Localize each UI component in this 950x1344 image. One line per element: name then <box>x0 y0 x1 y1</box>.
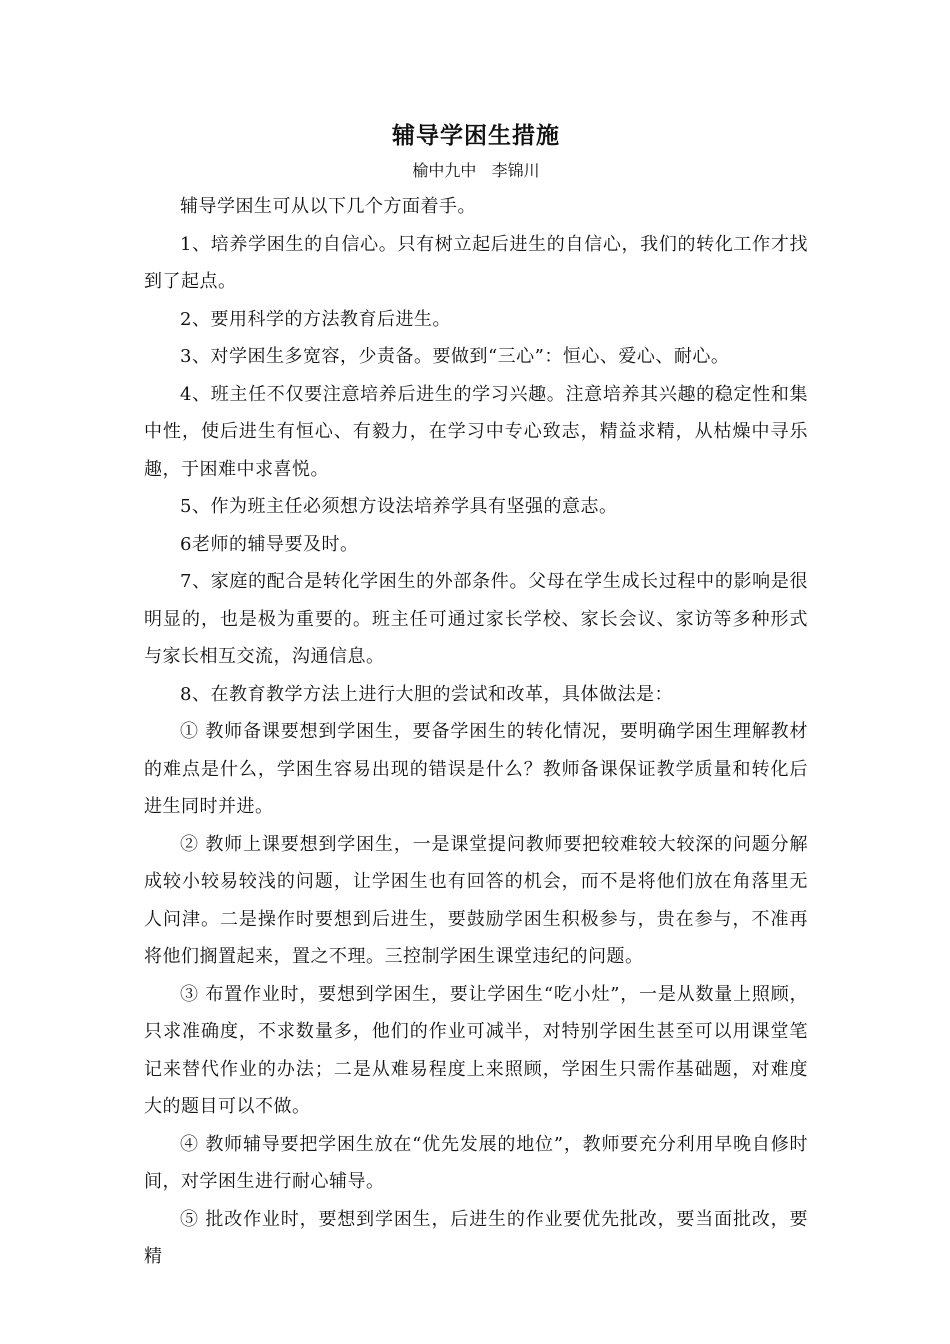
paragraph-item-2: 2、要用科学的方法教育后进生。 <box>180 308 451 330</box>
document-body <box>144 188 808 1276</box>
paragraph-item-7: 7、家庭的配合是转化学困生的外部条件。父母在学生成长过程中的影响是很明显的，也是极为重要的。班主任可通过家长学校、家长会议、家访等多种形式与家长相互交流，沟通信息。 <box>144 571 808 667</box>
paragraph-item-4: 4、班主任不仅要注意培养后进生的学习兴趣。注意培养其兴趣的稳定性和集中性，使后进生有恒心、有毅力，在学习中专心致志，精益求精，从枯燥中寻乐趣，于困难中求喜悦。 <box>144 383 808 480</box>
paragraph-intro: 辅导学困生可从以下几个方面着手。 <box>180 196 476 217</box>
paragraph-subitem-1: ① 教师备课要想到学困生，要备学困生的转化情况，要明确学困生理解教材的难点是什么，学困生容易出现的错误是什么？教师备课保证教学质量和转化后进生同时并进。 <box>144 721 808 817</box>
paragraph-item-8: 8、在教育教学方法上进行大胆的尝试和改革，具体做法是： <box>180 683 673 705</box>
author-line: 榆中九中 李锦川 <box>412 161 540 180</box>
paragraph-item-6: 6老师的辅导要及时。 <box>180 533 359 555</box>
paragraph-item-5: 5、作为班主任必须想方设法培养学具有坚强的意志。 <box>180 496 618 517</box>
document-title: 辅导学困生措施 <box>392 122 560 149</box>
paragraph-item-1: 1、培养学困生的自信心。只有树立起后进生的自信心，我们的转化工作才找到了起点。 <box>144 233 808 292</box>
paragraph-subitem-4: ④ 教师辅导要把学困生放在“优先发展的地位”，教师要充分利用早晚自修时间，对学困生进行耐心辅导。 <box>144 1133 808 1192</box>
document-page <box>144 118 808 1276</box>
paragraph-subitem-2: ② 教师上课要想到学困生，一是课堂提问教师要把较难较大较深的问题分解成较小较易较浅的问题，让学困生也有回答的机会，而不是将他们放在角落里无人问津。二是操作时要想到后进生，要鼓励学困生积极参与，贵在参与，不准再将他们搁置起来，置之不理。三控制学困生课堂违纪的问题。 <box>144 833 808 967</box>
paragraph-subitem-5: ⑤ 批改作业时，要想到学困生，后进生的作业要优先批改，要当面批改，要精 <box>144 1208 808 1267</box>
paragraph-subitem-3: ③ 布置作业时，要想到学困生，要让学困生“吃小灶”，一是从数量上照顾，只求准确度，不求数量多，他们的作业可减半，对特别学困生甚至可以用课堂笔记来替代作业的办法；二是从难易程度上来照顾，学困生只需作基础题，对难度大的题目可以不做。 <box>144 983 808 1117</box>
paragraph-item-3: 3、对学困生多宽容，少责备。要做到“三心”：恒心、爱心、耐心。 <box>180 346 730 367</box>
